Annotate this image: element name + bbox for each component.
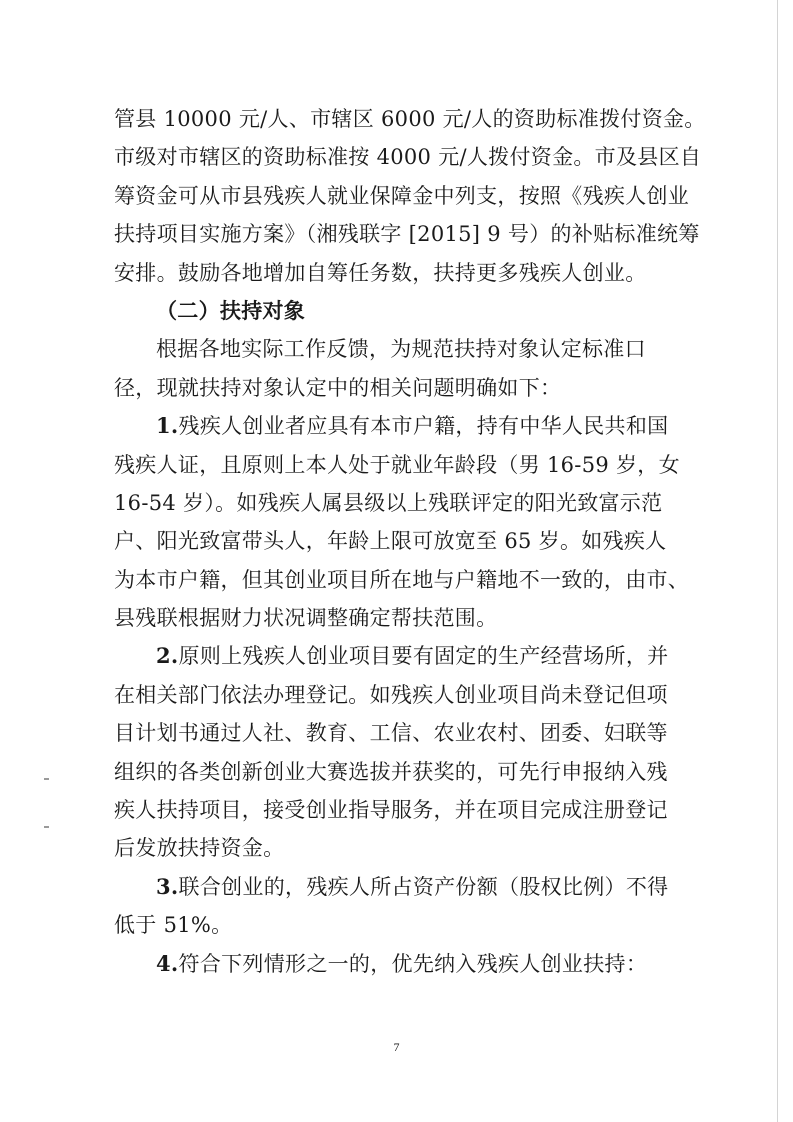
list-item-first-line: [114, 868, 669, 906]
section-heading: （二）扶持对象: [156, 297, 306, 323]
text-line: 符合下列情形之一的，优先纳入残疾人创业扶持：: [178, 951, 648, 976]
text-line: 残疾人证，且原则上本人处于就业年龄段（男 16-59 岁，女: [114, 452, 680, 477]
text-line: 筹资金可从市县残疾人就业保障金中列支，按照《残疾人创业: [114, 183, 690, 208]
text-line: 根据各地实际工作反馈，为规范扶持对象认定标准口: [156, 337, 646, 362]
text-line: 后发放扶持资金。: [114, 836, 285, 861]
text-line: 扶持项目实施方案》（湘残联字 [2015] 9 号）的补贴标准统筹: [114, 222, 700, 247]
body-text: [114, 100, 706, 983]
text-line: 在相关部门依法办理登记。如残疾人创业项目尚未登记但项: [114, 682, 668, 707]
list-item-first-line: [114, 407, 669, 445]
text-line: 目计划书通过人社、教育、工信、农业农村、团委、妇联等: [114, 721, 668, 746]
text-line: 疾人扶持项目，接受创业指导服务，并在项目完成注册登记: [114, 798, 668, 823]
list-item-first-line: [114, 637, 669, 675]
text-line: 组织的各类创新创业大赛选拔并获奖的，可先行申报纳入残: [114, 759, 668, 784]
scan-mark: [44, 826, 49, 828]
text-line: 管县 10000 元/人、市辖区 6000 元/人的资助标准拨付资金。: [114, 107, 706, 131]
list-item-first-line: [114, 945, 654, 983]
text-line: 原则上残疾人创业项目要有固定的生产经营场所，并: [178, 644, 669, 669]
scan-mark: [44, 778, 49, 780]
text-line: 16-54 岁）。如残疾人属县级以上残联评定的阳光致富示范: [114, 490, 663, 515]
item-number: 3.: [156, 873, 179, 899]
text-line: 户、阳光致富带头人，年龄上限可放宽至 65 岁。如残疾人: [114, 529, 667, 554]
text-line: 市级对市辖区的资助标准按 4000 元/人拨付资金。市及县区自: [114, 145, 702, 170]
item-number: 1.: [156, 413, 179, 439]
text-line: 县残联根据财力状况调整确定帮扶范围。: [114, 606, 498, 631]
text-line: 残疾人创业者应具有本市户籍，持有中华人民共和国: [178, 414, 669, 439]
text-line: 为本市户籍，但其创业项目所在地与户籍地不一致的，由市、: [114, 567, 690, 592]
page-number: 7: [393, 1040, 400, 1054]
text-line: 径，现就扶持对象认定中的相关问题明确如下：: [114, 375, 562, 400]
text-line: 安排。鼓励各地增加自筹任务数，扶持更多残疾人创业。: [114, 260, 647, 285]
text-line: 低于 51%。: [114, 913, 233, 938]
item-number: 2.: [156, 643, 179, 669]
item-number: 4.: [156, 950, 179, 976]
scan-edge-line: [777, 0, 778, 1122]
text-line: 联合创业的，残疾人所占资产份额（股权比例）不得: [178, 874, 669, 899]
